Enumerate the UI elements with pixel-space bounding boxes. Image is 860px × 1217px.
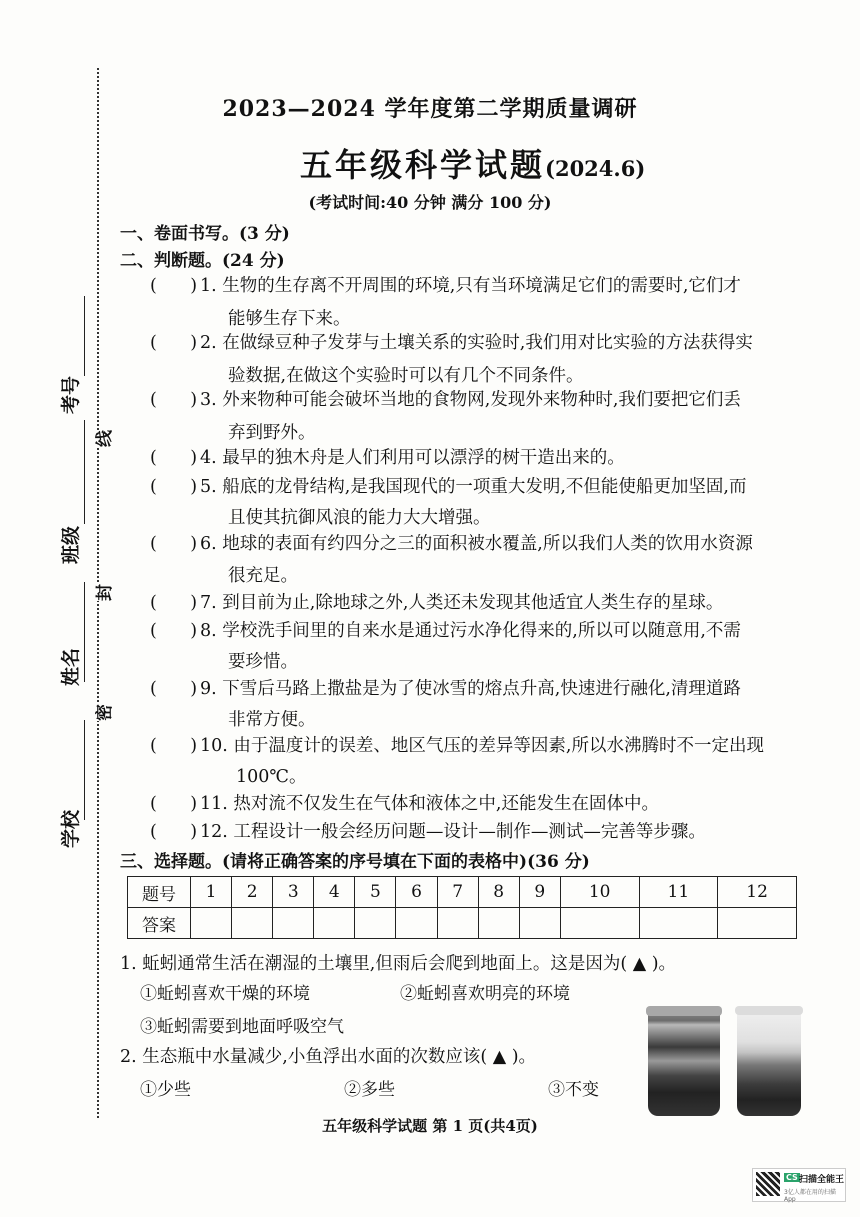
section3-title: 三、选择题。(请将正确答案的序号填在下面的表格中)(36 分) [120,852,590,872]
tf-question-12: ( ) 12. 工程设计一般会经历问题—设计—制作—测试—完善等步骤。 [150,818,706,847]
table-label-answer: 答案 [128,908,191,939]
answer-parens[interactable]: ( ) [150,333,198,353]
answer-parens[interactable]: ( ) [150,390,198,410]
exam-term-title: 2023—2024 学年度第二学期质量调研 [222,96,638,122]
exam-date: (2024.6) [545,156,646,181]
answer-cell[interactable] [718,908,797,939]
table-number-cell: 11 [639,877,718,908]
tf-question-6-cont: 很充足。 [228,566,298,586]
answer-parens[interactable]: ( ) [150,794,198,814]
table-number-cell: 3 [273,877,314,908]
exam-main-title [300,140,645,186]
tf-question-6: ( ) 6. 地球的表面有约四分之三的面积被水覆盖,所以我们人类的饮用水资源 [150,530,753,559]
table-number-cell: 2 [232,877,273,908]
answer-cell[interactable] [639,908,718,939]
answer-table-answer-row [128,908,797,939]
answer-table-number-row [128,877,797,908]
table-number-cell: 1 [191,877,232,908]
answer-parens[interactable]: ( ) [150,822,198,842]
seal-char-feng: 封 [90,584,115,601]
answer-parens[interactable]: ( ) [150,276,198,296]
table-number-cell: 5 [355,877,396,908]
name-label: 姓名 [60,647,82,686]
mc-question-2-option-1: ①少些 [140,1080,191,1100]
table-number-cell: 10 [560,877,639,908]
answer-parens[interactable]: ( ) [150,679,198,699]
table-number-cell: 6 [396,877,437,908]
exam-no-label: 考号 [60,375,82,414]
answer-cell[interactable] [191,908,232,939]
tf-question-8: ( ) 8. 学校洗手间里的自来水是通过污水净化得来的,所以可以随意用,不需 [150,617,741,646]
answer-cell[interactable] [355,908,396,939]
seal-char-mi: 密 [90,704,115,721]
answer-cell[interactable] [560,908,639,939]
cs-badge: CS [786,1173,798,1182]
scanner-app-name: 扫描全能王 [799,1175,845,1185]
tf-question-8-cont: 要珍惜。 [228,652,298,672]
answer-cell[interactable] [314,908,355,939]
tf-question-3-cont: 弃到野外。 [228,423,316,443]
class-field[interactable] [84,420,85,524]
section1-title: 一、卷面书写。(3 分) [120,224,290,244]
answer-parens[interactable]: ( ) [150,534,198,554]
tf-question-5-cont: 且使其抗御风浪的能力大大增强。 [228,508,491,528]
table-label-number: 题号 [128,877,191,908]
exam-info: (考试时间:40 分钟 满分 100 分) [308,193,552,212]
tf-question-11: ( ) 11. 热对流不仅发生在气体和液体之中,还能发生在固体中。 [150,790,659,819]
answer-table [127,876,797,939]
tf-question-5: ( ) 5. 船底的龙骨结构,是我国现代的一项重大发明,不但能使船更加坚固,而 [150,473,746,502]
table-number-cell: 9 [519,877,560,908]
answer-parens[interactable]: ( ) [150,477,198,497]
answer-parens[interactable]: ( ) [150,736,198,756]
answer-cell[interactable] [478,908,519,939]
page-footer: 五年级科学试题 第 1 页(共4页) [322,1117,538,1135]
scanner-app-tagline: 3亿人都在用的扫描App [784,1189,836,1203]
table-number-cell: 4 [314,877,355,908]
answer-cell[interactable] [232,908,273,939]
mc-question-2-stem: 2. 生态瓶中水量减少,小鱼浮出水面的次数应该( ▲ )。 [120,1047,537,1067]
name-field[interactable] [84,582,85,682]
qr-code-icon [756,1172,780,1196]
table-number-cell: 7 [437,877,478,908]
school-field[interactable] [84,720,85,820]
mc-question-1-option-3: ③蚯蚓需要到地面呼吸空气 [140,1017,344,1037]
answer-parens[interactable]: ( ) [150,593,198,613]
exam-no-field[interactable] [84,296,85,376]
exam-subject-title: 五年级科学试题 [300,146,546,184]
answer-parens[interactable]: ( ) [150,448,198,468]
tf-question-9: ( ) 9. 下雪后马路上撒盐是为了使冰雪的熔点升高,快速进行融化,清理道路 [150,675,741,704]
table-number-cell: 12 [718,877,797,908]
tf-question-3: ( ) 3. 外来物种可能会破坏当地的食物网,发现外来物种时,我们要把它们丢 [150,386,741,415]
scanner-watermark [752,1168,846,1202]
answer-cell[interactable] [519,908,560,939]
table-number-cell: 8 [478,877,519,908]
answer-cell[interactable] [273,908,314,939]
answer-parens[interactable]: ( ) [150,621,198,641]
section2-title: 二、判断题。(24 分) [120,251,285,271]
tf-question-10: ( ) 10. 由于温度计的误差、地区气压的差异等因素,所以水沸腾时不一定出现 [150,732,764,761]
mc-question-1-option-1: ①蚯蚓喜欢干燥的环境 [140,984,310,1004]
mc-question-1-stem: 1. 蚯蚓通常生活在潮湿的土壤里,但雨后会爬到地面上。这是因为( ▲ )。 [120,954,677,974]
tf-question-4: ( ) 4. 最早的独木舟是人们利用可以漂浮的树干造出来的。 [150,444,625,473]
mc-question-1-option-2: ②蚯蚓喜欢明亮的环境 [400,984,570,1004]
answer-cell[interactable] [396,908,437,939]
class-label: 班级 [60,525,82,564]
tf-question-1: ( ) 1. 生物的生存离不开周围的环境,只有当环境满足它们的需要时,它们才 [150,272,741,301]
tf-question-2-cont: 验数据,在做这个实验时可以有几个不同条件。 [228,366,584,386]
school-label: 学校 [60,809,82,848]
tf-question-7: ( ) 7. 到目前为止,除地球之外,人类还未发现其他适宜人类生存的星球。 [150,589,723,618]
tf-question-2: ( ) 2. 在做绿豆种子发芽与土壤关系的实验时,我们用对比实验的方法获得实 [150,329,753,358]
mc-question-2-option-2: ②多些 [344,1080,395,1100]
answer-cell[interactable] [437,908,478,939]
tf-question-1-cont: 能够生存下来。 [228,309,351,329]
tf-question-9-cont: 非常方便。 [228,710,316,730]
mc-question-2-option-3: ③不变 [548,1080,599,1100]
seal-char-xian: 线 [90,430,115,447]
tf-question-10-cont: 100℃。 [236,767,307,787]
